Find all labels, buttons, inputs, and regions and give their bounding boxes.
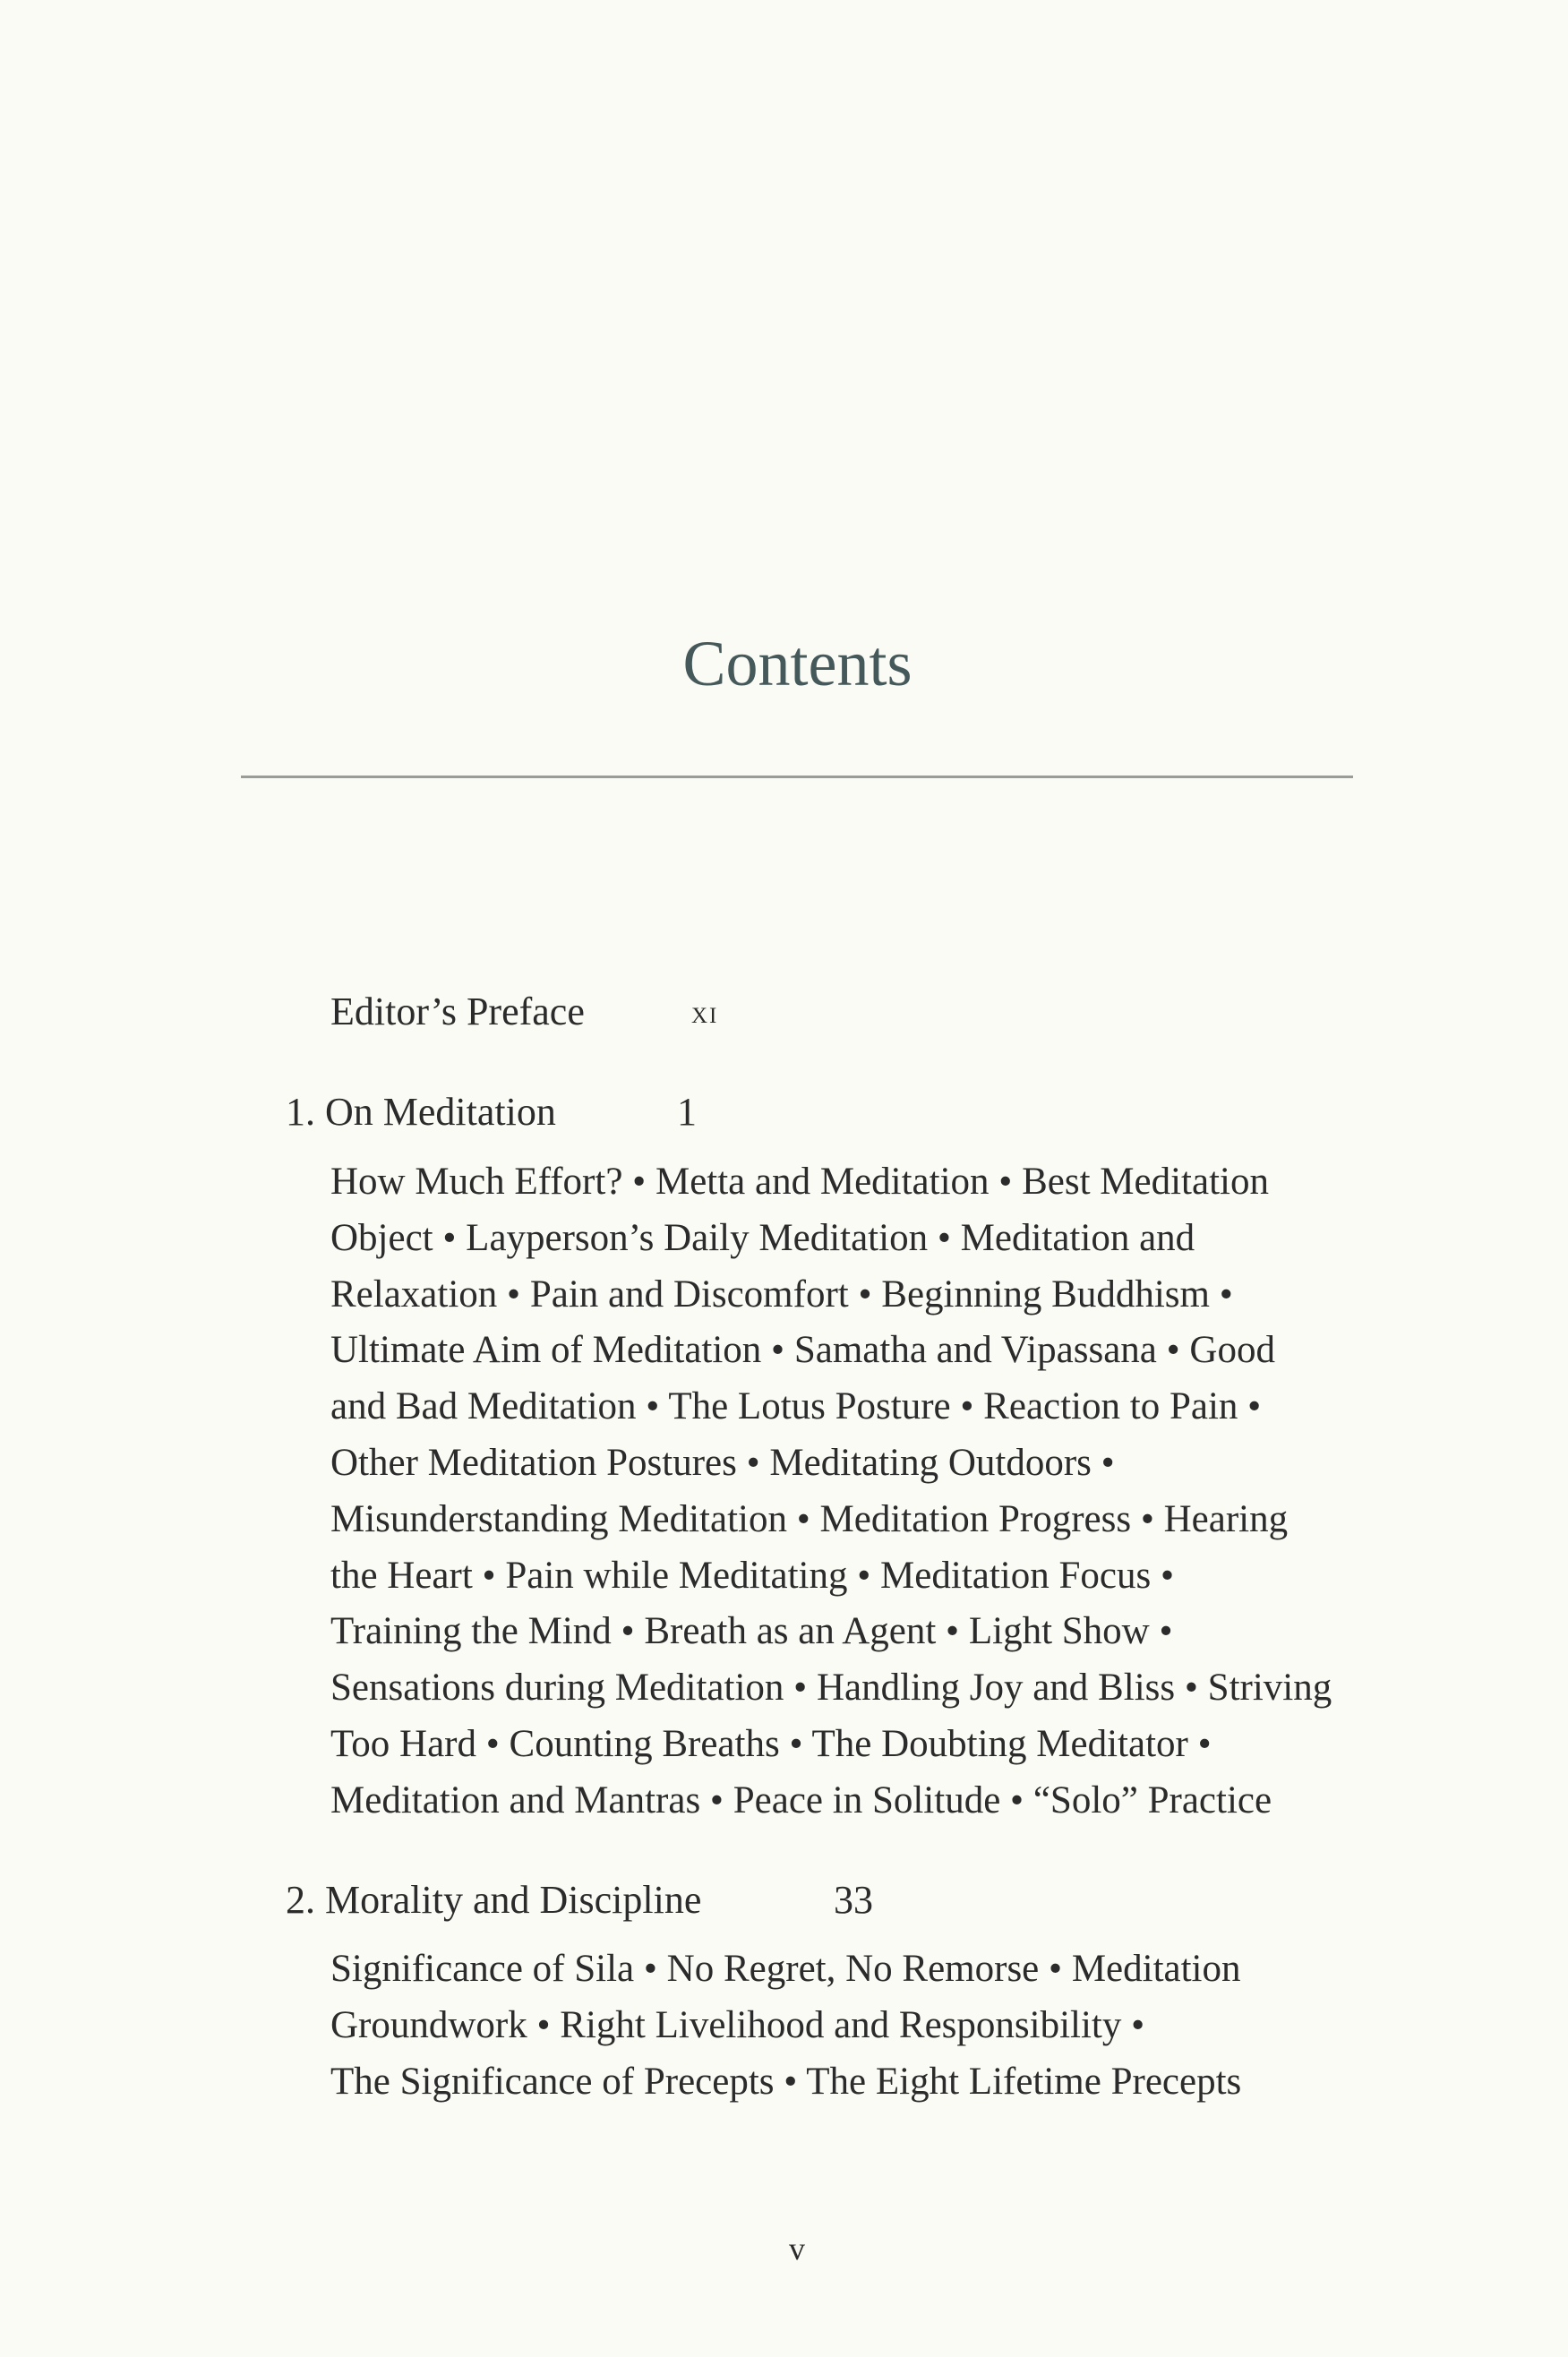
toc-entry-chapter-2[interactable] (286, 1875, 873, 1925)
page-title: Contents (682, 628, 913, 699)
topic-line: The Significance of Precepts • The Eight Lifetime Precepts (330, 2060, 1242, 2103)
topic-line: Misunderstanding Meditation • Meditation Progress • Hearing (330, 1497, 1289, 1540)
topic-line: Meditation and Mantras • Peace in Solitude • “Solo” Practice (330, 1778, 1272, 1821)
entry-page: 1 (677, 1090, 697, 1134)
entry-title: On Meditation (325, 1090, 556, 1134)
topic-line: Too Hard • Counting Breaths • The Doubting Meditator • (330, 1722, 1212, 1765)
topic-line: Relaxation • Pain and Discomfort • Beginning Buddhism • (330, 1273, 1233, 1316)
chapter-1-topics (330, 1154, 1332, 1830)
topic-line: Training the Mind • Breath as an Agent • Light Show • (330, 1610, 1173, 1653)
topic-line: Groundwork • Right Livelihood and Responsibility • (330, 2003, 1145, 2046)
entry-title: Editor’s Preface (330, 990, 585, 1033)
topic-line: How Much Effort? • Metta and Meditation • Best Meditation (330, 1161, 1269, 1203)
topic-line: Other Meditation Postures • Meditating Outdoors • (330, 1441, 1115, 1484)
chapter-number: 2. (286, 1878, 315, 1922)
chapter-number: 1. (286, 1090, 315, 1134)
topic-line: and Bad Meditation • The Lotus Posture • Reaction to Pain • (330, 1385, 1262, 1428)
topic-line: Significance of Sila • No Regret, No Remorse • Meditation (330, 1948, 1241, 1990)
topic-line: Ultimate Aim of Meditation • Samatha and Vipassana • Good (330, 1329, 1275, 1372)
entry-page: xi (691, 994, 719, 1030)
toc-entry-chapter-1[interactable] (286, 1087, 697, 1137)
topic-line: Object • Layperson’s Daily Meditation • Meditation and (330, 1216, 1195, 1259)
page-number: v (789, 2231, 805, 2267)
title-divider (241, 776, 1353, 778)
topic-line: the Heart • Pain while Meditating • Meditation Focus • (330, 1554, 1175, 1597)
entry-page: 33 (834, 1878, 873, 1922)
topic-line: Sensations during Meditation • Handling Joy and Bliss • Striving (330, 1667, 1332, 1710)
chapter-2-topics (330, 1941, 1241, 2110)
entry-title: Morality and Discipline (325, 1878, 702, 1922)
toc-entry-preface[interactable] (330, 987, 719, 1037)
